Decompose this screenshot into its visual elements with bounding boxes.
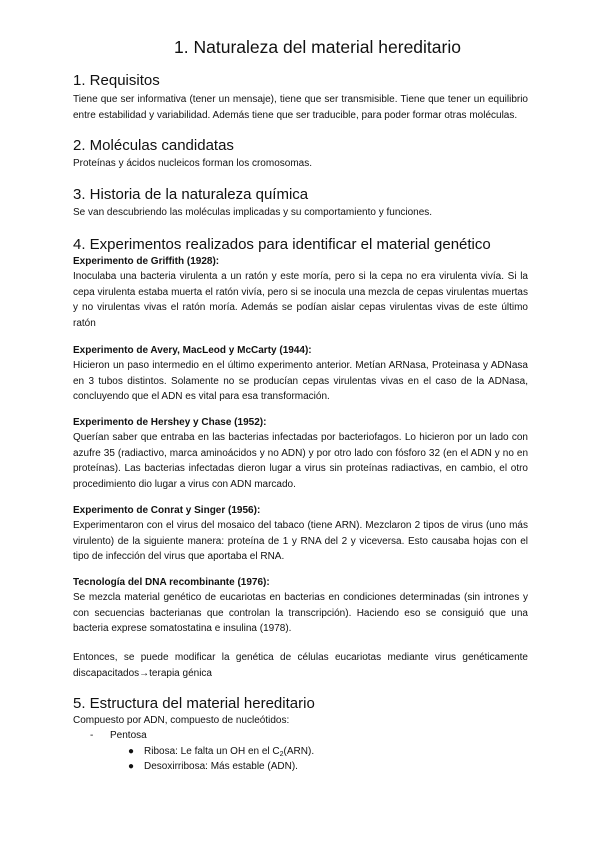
ribosa-subscript: 2: [279, 750, 284, 758]
avery-text: Hicieron un paso intermedio en el último experimento anterior. Metían ARNasa, Proteinasa y ADNasa en 3 tubos distintos. Solamente no se producían cepas virulentas vivas en el caso de la ADNasa, concluyendo que el ADN es vital para esa transformación.: [73, 360, 528, 402]
dna-recombinante-title: Tecnología del DNA recombinante (1976):: [73, 577, 270, 588]
bullet-icon: ●: [128, 745, 135, 757]
griffith-title: Experimento de Griffith (1928):: [73, 256, 220, 267]
list-item-desoxirribosa: [128, 759, 298, 775]
dash-marker: -: [90, 730, 94, 741]
desoxirribosa-text: Desoxirribosa: Más estable (ADN).: [144, 761, 298, 772]
ribosa-text: Ribosa: Le falta un OH en el C: [144, 745, 280, 757]
section-text-requisitos: Tiene que ser informativa (tener un mensaje), tiene que ser transmisible. Tiene que tener un equilibrio entre estabilidad y variabilidad. Además tiene que ser traducible, para poder formar otras moléculas.: [73, 94, 528, 121]
avery-title: Experimento de Avery, MacLeod y McCarty (1944):: [73, 345, 312, 356]
section-heading-historia: 3. Historia de la naturaleza química: [73, 186, 309, 203]
section-text-historia: Se van descubriendo las moléculas implicadas y su comportamiento y funciones.: [73, 207, 433, 218]
conrat-text: Experimentaron con el virus del mosaico del tabaco (tiene ARN). Mezclaron 2 tipos de virus (uno más virulento) de la siguiente manera: proteína de 1 y RNA del 2 y viceversa. Esto causaba hojas con el tipo de infección del virus que aportaba el RNA.: [73, 520, 528, 562]
dna-recombinante-text: Se mezcla material genético de eucariotas en bacterias en condiciones determinadas (sin intrones y con secuencias bacterianas que controlan la transcripción). Haciendo eso se consiguió que una bacteria exprese somatostatina e insulina (1978).: [73, 592, 528, 634]
section-heading-requisitos: 1. Requisitos: [73, 72, 160, 89]
page-title: 1. Naturaleza del material hereditario: [174, 37, 461, 57]
section-heading-experimentos: 4. Experimentos realizados para identificar el material genético: [73, 236, 491, 253]
ribosa-suffix: (ARN).: [283, 745, 315, 757]
hershey-text: Querían saber que entraba en las bacterias infectadas por bacteriofagos. Lo hicieron por un lado con azufre 35 (radiactivo, marca aminoácidos y no ADN) y por otro lado con fósforo 32 (en el ADN y no en proteínas). Las bacterias infectadas dieron lugar a virus sin proteínas radiactivas, en cambio, el otro procedimiento dio lugar a virus con ADN marcado.: [73, 432, 528, 490]
list-item-pentosa: Pentosa: [110, 730, 147, 741]
section-heading-moleculas: 2. Moléculas candidatas: [73, 137, 234, 154]
section-text-moleculas: Proteínas y ácidos nucleicos forman los cromosomas.: [73, 158, 312, 169]
conrat-title: Experimento de Conrat y Singer (1956):: [73, 505, 261, 516]
conclusion-text: Entonces, se puede modificar la genética de células eucariotas mediante virus genéticamente discapacitados→terapia génica: [73, 652, 528, 679]
section-heading-estructura: 5. Estructura del material hereditario: [73, 695, 315, 712]
hershey-title: Experimento de Hershey y Chase (1952):: [73, 417, 267, 428]
bullet-icon: ●: [128, 761, 135, 772]
griffith-text: Inoculaba una bacteria virulenta a un ratón y este moría, pero si la cepa no era virulenta vivía. Si la cepa virulenta estaba muerta el ratón vivía, pero si se inocula una mezcla de cepas virulentas muertas y no virulentas vivas el ratón moría. Además se podían aislar cepas virulentas vivas de este último ratón: [73, 271, 528, 329]
estructura-intro: Compuesto por ADN, compuesto de nucleótidos:: [73, 715, 290, 726]
